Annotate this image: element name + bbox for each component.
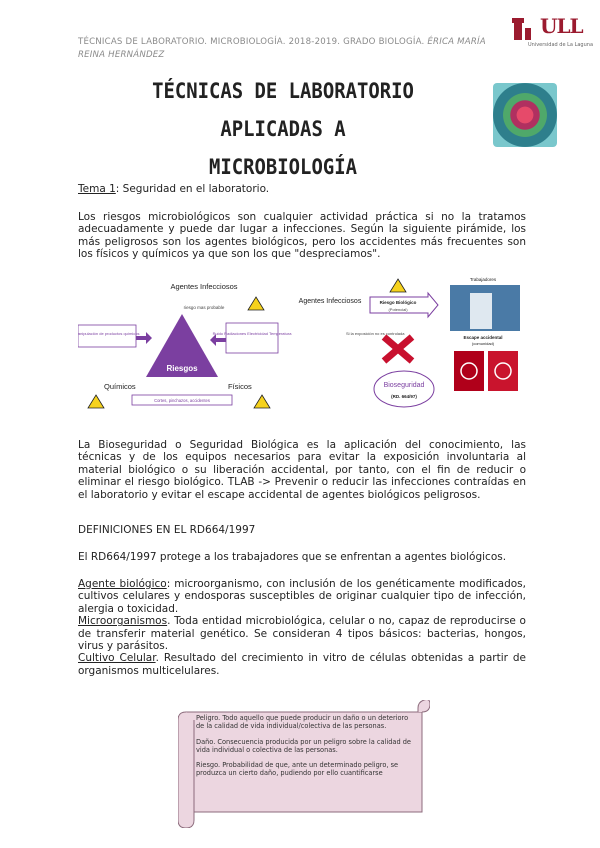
running-title: TÉCNICAS DE LABORATORIO. MICROBIOLOGÍA. 2018-2019. GRADO BIOLOGÍA.	[78, 37, 425, 47]
bottom-risk-box-text: Cortes, pinchazos, accidentes	[154, 398, 210, 403]
risk-box-sub: (Potencial)	[388, 307, 408, 312]
definitions-heading: DEFINICIONES EN EL RD664/1997	[78, 524, 256, 536]
definition-term: Agente biológico	[78, 578, 167, 590]
workers-photo-figure	[470, 293, 492, 329]
left-risk-box-text: Manipulación de productos químicos	[78, 331, 140, 336]
definition-term: Cultivo Celular	[78, 652, 156, 665]
risk-figure	[78, 277, 526, 415]
rd-paragraph: El RD664/1997 protege a los trabajadores que se enfrentan a agentes biológicos.	[78, 551, 507, 563]
scroll-text	[196, 714, 418, 785]
scroll-peligro: Peligro. Todo aquello que puede producir un daño o un deterioro de la calidad de vida individual/colectiva de las personas.	[196, 714, 409, 731]
microbe-image	[493, 83, 557, 147]
biosafety-sub: (RD. 664/97)	[391, 394, 417, 399]
page-title	[99, 72, 468, 186]
definition-text: . Toda entidad microbiológica, celular o no, capaz de reproducirse o de transferir material genético. Se consideran 4 tipos básicos: bacterias, hongos, virus y parásitos.	[78, 615, 526, 653]
pyramid-left-label: Químicos	[104, 382, 136, 391]
definition-item	[78, 578, 526, 615]
right-risk-box	[226, 323, 278, 353]
ull-logo	[508, 10, 594, 50]
biohazard-poster-2	[488, 351, 518, 391]
title-line-1: TÉCNICAS DE LABORATORIO APLICADAS A	[152, 79, 414, 141]
title-line-2: MICROBIOLOGÍA	[209, 155, 357, 179]
scroll-dano: Daño. Consecuencia producida por un peligro sobre la calidad de vida individual o colectiva de las personas.	[196, 737, 411, 754]
definition-item	[78, 615, 526, 652]
logo-wordmark: ULL	[540, 14, 583, 38]
community-label: (comunidad)	[471, 341, 495, 346]
pyramid-top-label: Agentes Infecciosos	[170, 282, 238, 291]
escape-label: Escape accidental	[463, 335, 503, 340]
flow-left-note: Si la exposición no es controlada	[346, 331, 405, 336]
ull-tower-icon	[508, 14, 538, 42]
risk-box-title: Riesgo Biológico	[379, 300, 417, 305]
risk-diagram	[78, 277, 526, 415]
pyramid-top-sub: riesgo mas probable	[183, 305, 225, 310]
biosafety-title: Bioseguridad	[383, 382, 425, 389]
risk-arrow	[370, 293, 438, 317]
topic-label: Tema 1	[78, 183, 116, 195]
definitions-list	[78, 578, 526, 677]
workers-label: Trabajadores	[469, 277, 497, 282]
topic-line	[78, 183, 526, 195]
left-risk-box	[78, 325, 136, 347]
pyramid-right-label: Físicos	[228, 382, 252, 391]
scroll-riesgo: Riesgo. Probabilidad de que, ante un determinado peligro, se produzca un cierto daño, pudiendo por ello cuantificarse	[196, 761, 399, 778]
definition-text: . Resultado del crecimiento in vitro de células obtenidas a partir de organismos multicelulares.	[78, 652, 526, 677]
definition-text: : microorganismo, con inclusión de los genéticamente modificados, cultivos celulares y endosporas susceptibles de originar cualquier tipo de infección, alergia o toxicidad.	[78, 578, 526, 615]
definition-item	[78, 652, 526, 677]
author-name: ÉRICA MARÍA REINA HERNÁNDEZ	[78, 37, 486, 60]
right-risk-box-text: Ruido Radiaciones Electricidad Temperatura	[212, 331, 292, 336]
biosafety-ellipse	[374, 371, 434, 407]
logo-subtitle: Universidad de La Laguna	[528, 42, 594, 48]
topic-text: : Seguridad en el laboratorio.	[115, 183, 270, 195]
intro-paragraph: Los riesgos microbiológicos son cualquier actividad práctica si no la tratamos adecuadamente y puede dar lugar a infecciones. Según la siguiente pirámide, los más peligrosos son los agentes biológicos, pero los accidentes más frecuentes son los físicos y químicos ya que son los que "despreciamos".	[78, 211, 526, 261]
biosafety-flow	[299, 277, 520, 407]
risk-pyramid	[78, 277, 292, 415]
flow-biohazard-icon	[390, 279, 406, 292]
running-header	[78, 36, 498, 62]
definition-term: Microorganismos	[78, 615, 168, 628]
bioseguridad-paragraph: La Bioseguridad o Seguridad Biológica es la aplicación del conocimiento, las técnicas y de los equipos necesarios para evitar la exposición involuntaria al material biológico o su liberación accidental, por tanto, con el fin de reducir o eliminar el riesgo biológico. TLAB -> Prevenir o reducir las infecciones contraídas en el laboratorio y evitar el escape accidental de agentes biológicos peligrosos.	[78, 439, 526, 501]
pyramid-center-label: Riesgos	[166, 364, 198, 373]
definitions-scroll	[178, 700, 430, 828]
biohazard-poster-1	[454, 351, 484, 391]
flow-agents-label: Agentes Infecciosos	[298, 298, 362, 305]
